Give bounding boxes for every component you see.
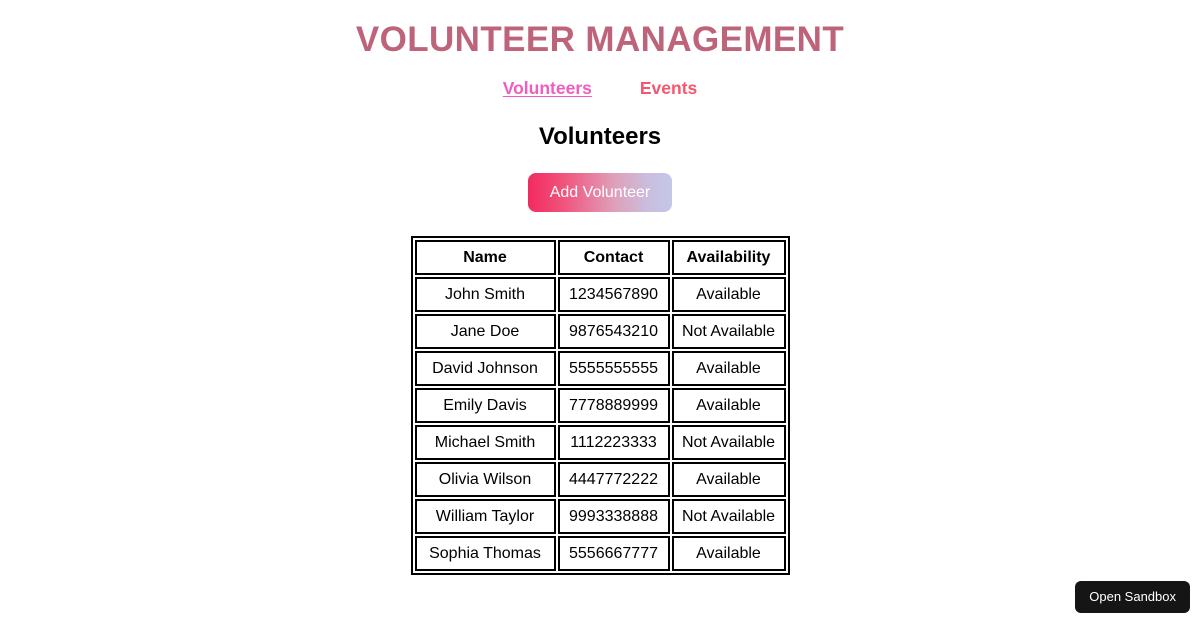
table-row [415, 277, 786, 312]
cell-contact: 1112223333 [558, 425, 670, 460]
cell-name: Olivia Wilson [415, 462, 556, 497]
table-row [415, 536, 786, 571]
cell-availability: Available [672, 462, 786, 497]
table-row [415, 314, 786, 349]
main-nav [0, 78, 1200, 98]
volunteers-table [411, 236, 790, 575]
cell-contact: 9993338888 [558, 499, 670, 534]
cell-availability: Not Available [672, 314, 786, 349]
cell-name: William Taylor [415, 499, 556, 534]
cell-contact: 5556667777 [558, 536, 670, 571]
cell-availability: Available [672, 351, 786, 386]
nav-link-events[interactable]: Events [639, 78, 698, 98]
cell-availability: Available [672, 388, 786, 423]
cell-contact: 7778889999 [558, 388, 670, 423]
column-header-name: Name [415, 240, 556, 275]
table-row [415, 388, 786, 423]
table-body [415, 277, 786, 571]
cell-availability: Not Available [672, 499, 786, 534]
cell-name: Michael Smith [415, 425, 556, 460]
cell-contact: 1234567890 [558, 277, 670, 312]
cell-name: John Smith [415, 277, 556, 312]
cell-availability: Available [672, 536, 786, 571]
add-volunteer-button-container [0, 173, 1200, 212]
cell-name: David Johnson [415, 351, 556, 386]
cell-contact: 4447772222 [558, 462, 670, 497]
cell-availability: Available [672, 277, 786, 312]
table-row [415, 351, 786, 386]
table-row [415, 462, 786, 497]
page-title: VOLUNTEER MANAGEMENT [355, 20, 845, 59]
cell-availability: Not Available [672, 425, 786, 460]
table-header-row [415, 240, 786, 275]
cell-name: Sophia Thomas [415, 536, 556, 571]
add-volunteer-button[interactable]: Add Volunteer [528, 173, 673, 212]
table-row [415, 425, 786, 460]
cell-contact: 5555555555 [558, 351, 670, 386]
table-row [415, 499, 786, 534]
table-header [415, 240, 786, 275]
cell-contact: 9876543210 [558, 314, 670, 349]
column-header-availability: Availability [672, 240, 786, 275]
cell-name: Jane Doe [415, 314, 556, 349]
nav-link-volunteers[interactable]: Volunteers [502, 78, 592, 98]
column-header-contact: Contact [558, 240, 670, 275]
open-sandbox-button[interactable]: Open Sandbox [1075, 581, 1190, 613]
cell-name: Emily Davis [415, 388, 556, 423]
volunteers-table-container [0, 236, 1200, 575]
section-title: Volunteers [538, 123, 662, 150]
